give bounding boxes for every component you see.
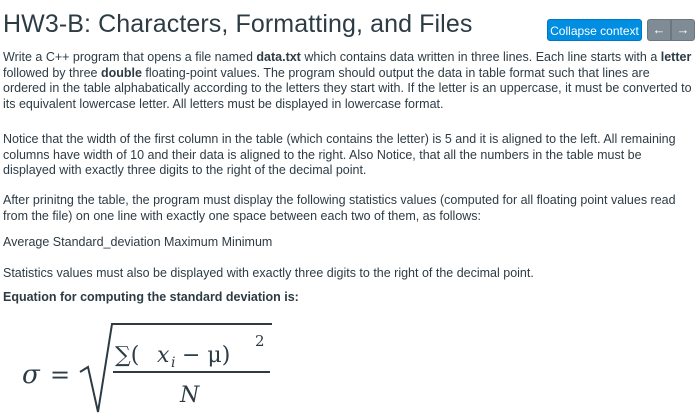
- paragraph-instructions: [3, 50, 695, 112]
- filename-bold: data.txt: [256, 50, 301, 64]
- next-arrow-icon[interactable]: →: [671, 19, 695, 41]
- equals-sign: =: [50, 361, 71, 389]
- p1-text-d: floating-point values. The program should output the data in table format such that lines are ordered in the table alphabatically according to the letters they start with. If the letter is an uppercase, it must be converted to its equivalent lowercase letter. All letters must be displayed in lowercase format.: [3, 65, 692, 111]
- minus-mu: − μ): [182, 343, 231, 368]
- sigma-symbol: σ: [22, 360, 40, 390]
- paragraph-equation-heading: Equation for computing the standard deviation is:: [3, 290, 299, 304]
- letter-bold: letter: [660, 50, 692, 64]
- exponent-two: 2: [255, 332, 265, 350]
- double-bold: double: [100, 65, 142, 80]
- paragraph-statistics: After prinitng the table, the program must display the following statistics values (computed for all floating point values read from the file) on one line with exactly one space between each two of them, as follows:: [3, 193, 676, 223]
- subscript-i: i: [171, 355, 176, 371]
- paragraph-stat-precision: Statistics values must also be displayed with exactly three digits to the right of the decimal point.: [3, 266, 534, 280]
- collapse-context-button[interactable]: Collapse context: [547, 19, 642, 41]
- xi-variable: x: [157, 343, 170, 368]
- denominator-n: N: [180, 383, 200, 408]
- page-title: HW3-B: Characters, Formatting, and Files: [3, 10, 473, 38]
- p1-text-c: followed by three: [3, 65, 101, 80]
- square-root-icon: [80, 324, 272, 412]
- p1-text-a: Write a C++ program that opens a file named: [3, 50, 257, 64]
- std-deviation-equation: [0, 320, 300, 420]
- sum-symbol: ∑(: [115, 343, 140, 368]
- paragraph-column-widths: Notice that the width of the first column in the table (which contains the letter) is 5 and it is aligned to the left. All remaining columns have width of 10 and their data is aligned to the right. Also Notice, that all the numbers in the table must be displayed with exactly three digits to the right of the decimal point.: [3, 132, 676, 178]
- p1-text-b: which contains data written in three lines. Each line starts with a: [300, 50, 661, 64]
- previous-arrow-icon[interactable]: ←: [647, 19, 671, 41]
- paragraph-stat-names: Average Standard_deviation Maximum Minimum: [3, 235, 273, 249]
